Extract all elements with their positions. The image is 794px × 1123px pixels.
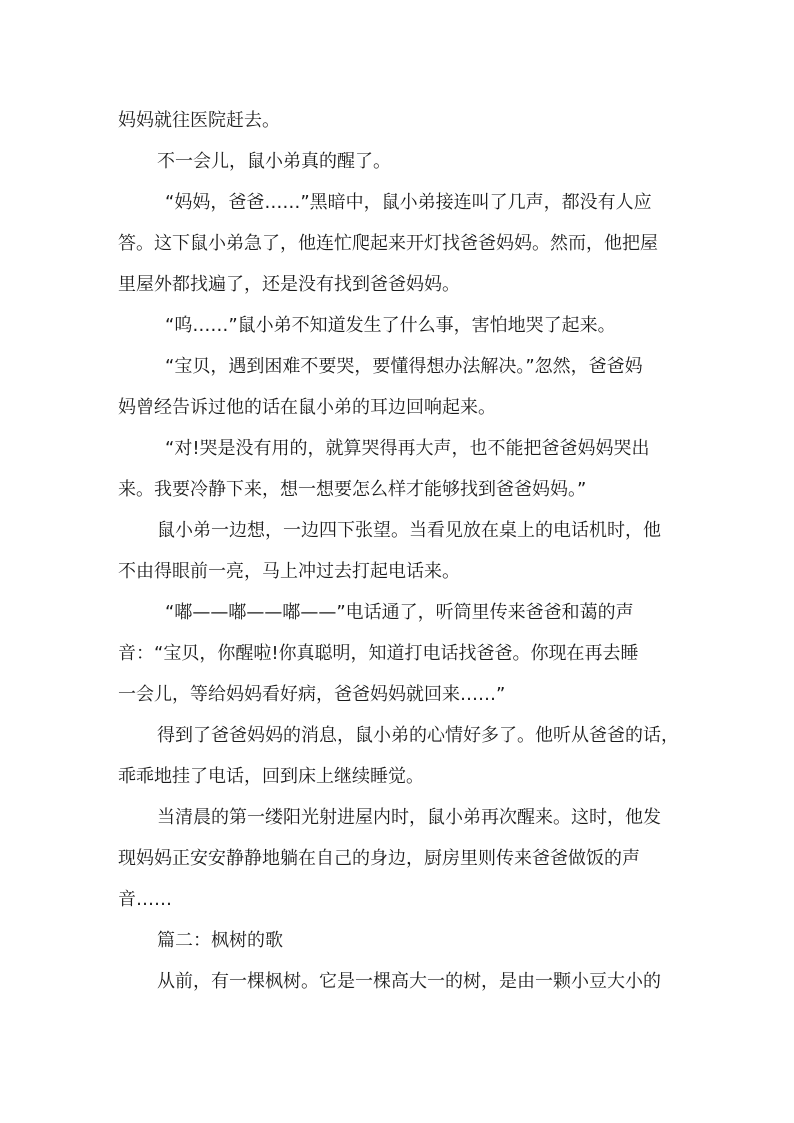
paragraph-start-line: 鼠小弟一边想，一边四下张望。当看见放在桌上的电话机时，他 bbox=[157, 520, 661, 541]
paragraph-start-line: “嘟——嘟——嘟——”电话通了，听筒里传来爸爸和蔼的声 bbox=[165, 602, 634, 623]
text-line: 不由得眼前一亮，马上冲过去打起电话来。 bbox=[118, 561, 460, 582]
text-line: 乖乖地挂了电话，回到床上继续睡觉。 bbox=[118, 766, 424, 787]
paragraph-start-line: “呜……”鼠小弟不知道发生了什么事，害怕地哭了起来。 bbox=[165, 315, 616, 336]
text-line: 答。这下鼠小弟急了，他连忙爬起来开灯找爸爸妈妈。然而，他把屋 bbox=[118, 233, 658, 254]
document-body bbox=[118, 100, 679, 1002]
text-line: 来。我要冷静下来，想一想要怎么样才能够找到爸爸妈妈。” bbox=[118, 479, 587, 500]
paragraph-start-line: “宝贝，遇到困难不要哭，要懂得想办法解决。”忽然，爸爸妈 bbox=[165, 356, 643, 377]
text-line: 一会儿，等给妈妈看好病，爸爸妈妈就回来……” bbox=[118, 684, 506, 705]
paragraph-start-line: 得到了爸爸妈妈的消息，鼠小弟的心情好多了。他听从爸爸的话， bbox=[157, 725, 679, 746]
text-line: 妈妈就往医院赶去。 bbox=[118, 110, 280, 131]
paragraph-start-line: “对!哭是没有用的，就算哭得再大声，也不能把爸爸妈妈哭出 bbox=[165, 438, 650, 459]
text-line: 音：“宝贝，你醒啦!你真聪明，知道打电话找爸爸。你现在再去睡 bbox=[118, 643, 639, 664]
paragraph-start-line: 当清晨的第一缕阳光射进屋内时，鼠小弟再次醒来。这时，他发 bbox=[157, 807, 661, 828]
text-line: 现妈妈正安安静静地躺在自己的身边，厨房里则传来爸爸做饭的声 bbox=[118, 848, 640, 869]
text-line: 妈曾经告诉过他的话在鼠小弟的耳边回响起来。 bbox=[118, 397, 496, 418]
paragraph-start-line: 从前，有一棵枫树。它是一棵高大一的树，是由一颗小豆大小的 bbox=[157, 971, 661, 992]
section-heading: 篇二：枫树的歌 bbox=[157, 930, 283, 951]
text-line: 音…… bbox=[118, 889, 172, 910]
paragraph-start-line: “妈妈，爸爸……”黑暗中，鼠小弟接连叫了几声，都没有人应 bbox=[165, 192, 652, 213]
paragraph-start-line: 不一会儿，鼠小弟真的醒了。 bbox=[157, 151, 391, 172]
text-line: 里屋外都找遍了，还是没有找到爸爸妈妈。 bbox=[118, 274, 460, 295]
